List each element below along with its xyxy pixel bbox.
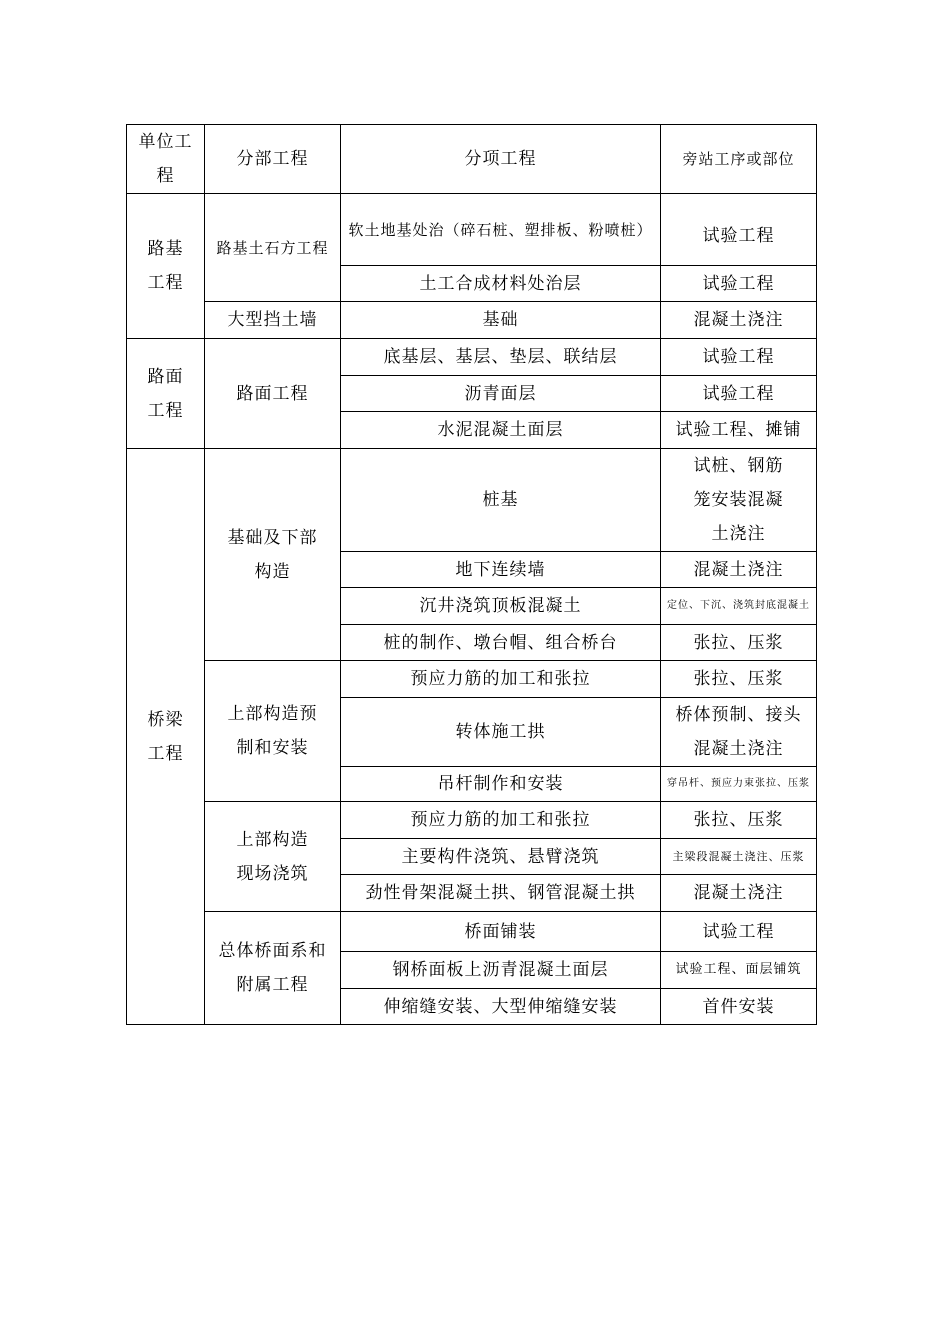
division-cell: 路面工程	[205, 339, 341, 449]
subitem-cell: 土工合成材料处治层	[341, 266, 661, 302]
division-cell: 基础及下部构造	[205, 449, 341, 661]
unit-cell: 桥梁工程	[127, 449, 205, 1025]
subitem-cell: 吊杆制作和安装	[341, 767, 661, 802]
table-row	[127, 912, 817, 952]
side-cell: 试验工程	[661, 194, 817, 266]
side-cell: 混凝土浇注	[661, 875, 817, 912]
side-cell: 试桩、钢筋笼安装混凝土浇注	[661, 449, 817, 552]
table-row	[127, 302, 817, 339]
unit-cell: 路基工程	[127, 194, 205, 339]
subitem-cell: 软土地基处治（碎石桩、塑排板、粉喷桩）	[341, 194, 661, 266]
subitem-cell: 地下连续墙	[341, 552, 661, 588]
side-cell: 混凝土浇注	[661, 302, 817, 339]
subitem-cell: 底基层、基层、垫层、联结层	[341, 339, 661, 376]
side-cell: 张拉、压浆	[661, 625, 817, 661]
subitem-cell: 预应力筋的加工和张拉	[341, 661, 661, 698]
inspection-table	[126, 124, 817, 1025]
subitem-cell: 主要构件浇筑、悬臂浇筑	[341, 839, 661, 875]
header-row	[127, 125, 817, 194]
division-cell: 大型挡土墙	[205, 302, 341, 339]
subitem-cell: 桥面铺装	[341, 912, 661, 952]
side-cell: 试验工程	[661, 376, 817, 412]
table-row	[127, 449, 817, 552]
side-cell: 混凝土浇注	[661, 552, 817, 588]
header-subitem: 分项工程	[341, 125, 661, 194]
table-row	[127, 194, 817, 266]
header-side-station: 旁站工序或部位	[661, 125, 817, 194]
side-cell: 张拉、压浆	[661, 661, 817, 698]
subitem-cell: 沉井浇筑顶板混凝土	[341, 588, 661, 625]
header-unit: 单位工程	[127, 125, 205, 194]
side-cell: 试验工程	[661, 912, 817, 952]
subitem-cell: 基础	[341, 302, 661, 339]
table-row	[127, 802, 817, 839]
division-cell: 路基土石方工程	[205, 194, 341, 302]
table-row	[127, 339, 817, 376]
side-cell: 试验工程	[661, 339, 817, 376]
unit-cell: 路面工程	[127, 339, 205, 449]
side-cell: 首件安装	[661, 989, 817, 1025]
header-division: 分部工程	[205, 125, 341, 194]
side-cell: 试验工程	[661, 266, 817, 302]
side-cell: 穿吊杆、预应力束张拉、压浆	[661, 767, 817, 802]
side-cell: 试验工程、面层铺筑	[661, 952, 817, 989]
subitem-cell: 沥青面层	[341, 376, 661, 412]
subitem-cell: 转体施工拱	[341, 698, 661, 767]
subitem-cell: 水泥混凝土面层	[341, 412, 661, 449]
division-cell: 总体桥面系和附属工程	[205, 912, 341, 1025]
side-cell: 桥体预制、接头混凝土浇注	[661, 698, 817, 767]
side-cell: 定位、下沉、浇筑封底混凝土	[661, 588, 817, 625]
subitem-cell: 钢桥面板上沥青混凝土面层	[341, 952, 661, 989]
subitem-cell: 桩的制作、墩台帽、组合桥台	[341, 625, 661, 661]
side-cell: 试验工程、摊铺	[661, 412, 817, 449]
division-cell: 上部构造预制和安装	[205, 661, 341, 802]
side-cell: 主梁段混凝土浇注、压浆	[661, 839, 817, 875]
subitem-cell: 劲性骨架混凝土拱、钢管混凝土拱	[341, 875, 661, 912]
subitem-cell: 伸缩缝安装、大型伸缩缝安装	[341, 989, 661, 1025]
subitem-cell: 预应力筋的加工和张拉	[341, 802, 661, 839]
side-cell: 张拉、压浆	[661, 802, 817, 839]
subitem-cell: 桩基	[341, 449, 661, 552]
table-row	[127, 661, 817, 698]
division-cell: 上部构造现场浇筑	[205, 802, 341, 912]
